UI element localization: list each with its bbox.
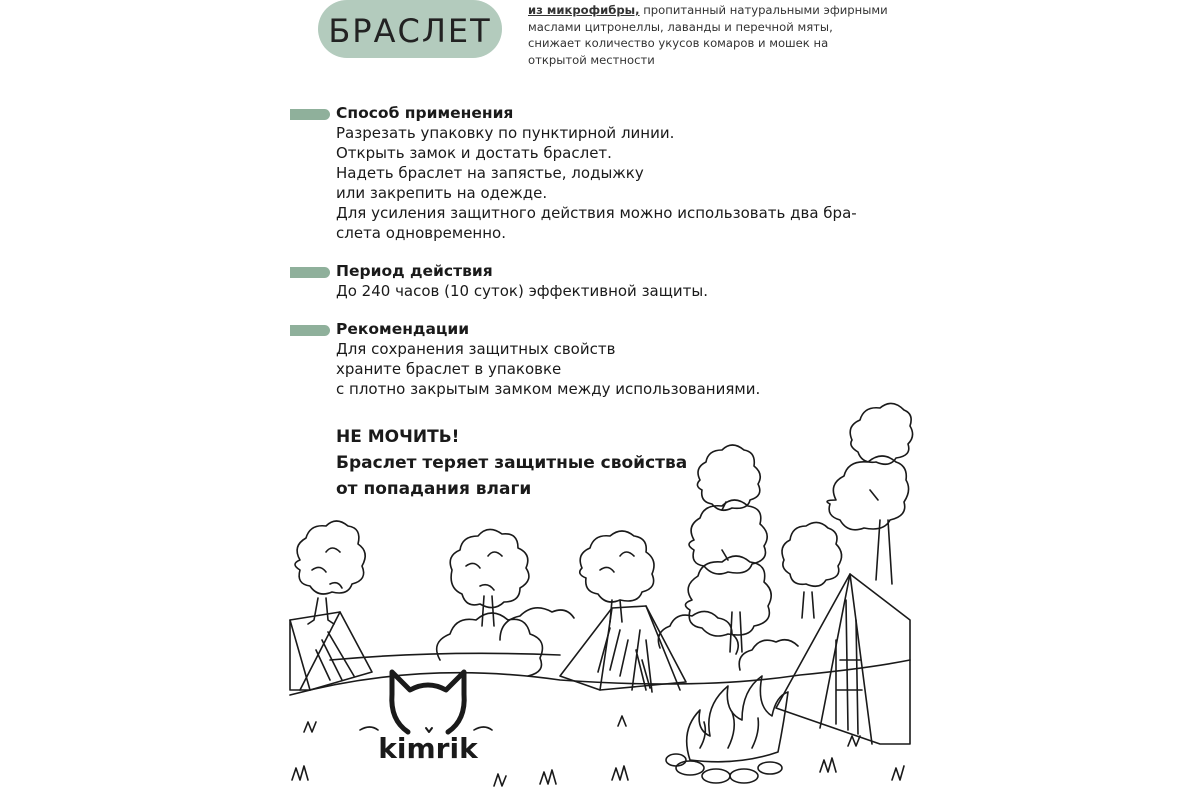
kimrik-logo <box>360 672 492 765</box>
warning-line: от попадания влаги <box>336 479 532 499</box>
intro-bold: из микрофибры, <box>528 3 640 17</box>
warning-line: НЕ МОЧИТЬ! <box>336 427 460 447</box>
intro-body: пропитанный натуральными эфирными маслами цитронеллы, лаванды и перечной мяты, снижает количество укусов комаров и мошек на открытой местности <box>528 3 888 67</box>
section-line: или закрепить на одежде. <box>336 184 548 202</box>
tree-icon <box>450 529 529 626</box>
warning-line: Браслет теряет защитные свойства <box>336 453 688 473</box>
section-line: Открыть замок и достать браслет. <box>336 144 612 162</box>
tree-icon <box>685 445 771 652</box>
section-line: Для усиления защитного действия можно использовать два бра- <box>336 204 857 222</box>
tree-icon <box>782 522 842 618</box>
section-line: Надеть браслет на запястье, лодыжку <box>336 164 644 182</box>
page-title: БРАСЛЕТ <box>328 12 492 50</box>
section-line: с плотно закрытым замком между использованиями. <box>336 380 761 398</box>
section-heading: Период действия <box>336 262 493 280</box>
tent-icon <box>776 574 910 744</box>
tree-icon <box>295 521 365 624</box>
section-heading: Рекомендации <box>336 320 470 338</box>
section-line: слета одновременно. <box>336 224 506 242</box>
tree-icon <box>827 403 912 584</box>
campfire-icon <box>666 676 788 783</box>
tent-icon <box>290 612 372 690</box>
logo-text: kimrik <box>378 732 478 765</box>
section-line: храните браслет в упаковке <box>336 360 562 378</box>
section-line: Разрезать упаковку по пунктирной линии. <box>336 124 675 142</box>
section-line: Для сохранения защитных свойств <box>336 340 616 358</box>
section-line: До 240 часов (10 суток) эффективной защиты. <box>336 282 708 300</box>
section-heading: Способ применения <box>336 104 514 122</box>
tent-icon <box>560 606 686 692</box>
